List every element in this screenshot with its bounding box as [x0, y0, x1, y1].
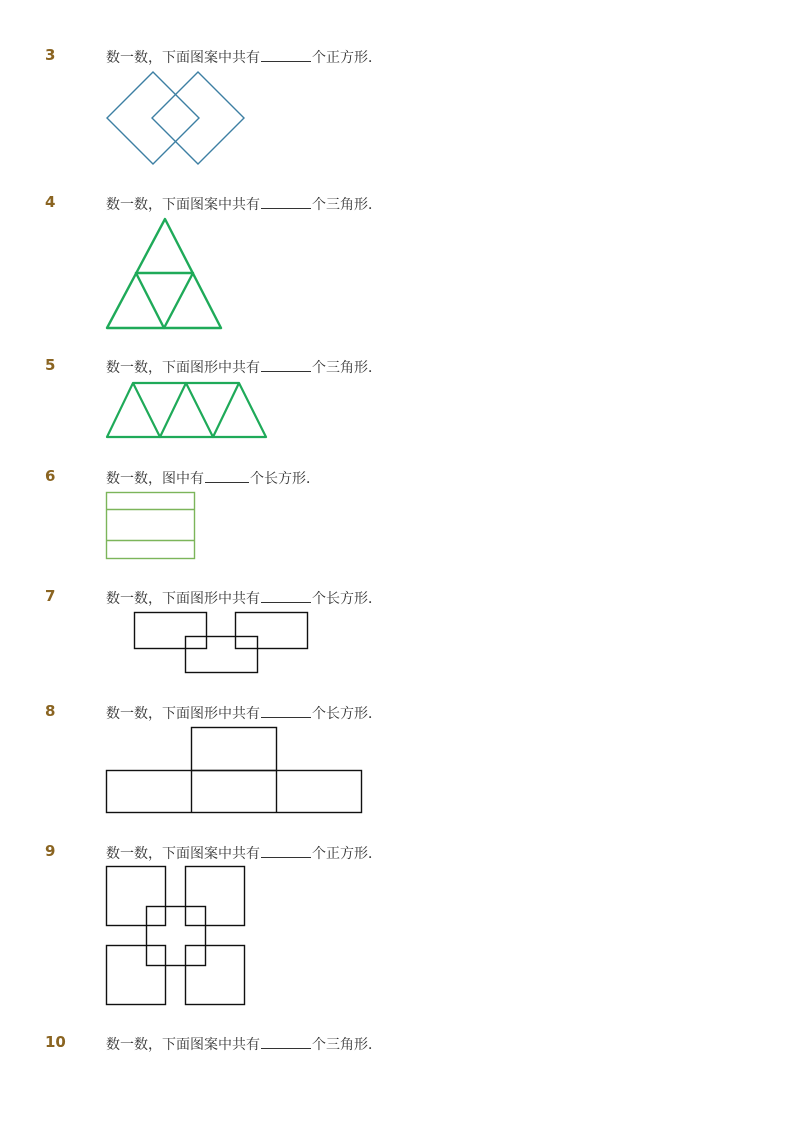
triangle-strip-figure — [100, 376, 275, 442]
question-number: 10 — [45, 1033, 66, 1051]
bottom-row-rectangle — [107, 771, 362, 813]
question-text-after: 个长方形． — [250, 471, 320, 487]
question-text — [106, 468, 320, 488]
question-text — [106, 588, 382, 608]
five-overlapping-squares-figure — [100, 860, 252, 1012]
question-number: 3 — [45, 46, 56, 64]
square-top-left — [107, 867, 166, 926]
square-bottom-left — [107, 946, 166, 1005]
answer-blank[interactable] — [261, 47, 311, 62]
question-text-before: 数一数，下面图形中共有 — [106, 360, 260, 376]
rectangle-bottom — [186, 637, 258, 673]
question-text — [106, 47, 382, 67]
t-shaped-rectangles-figure — [100, 721, 370, 819]
subdivided-triangle-figure — [100, 212, 230, 334]
overlapping-diamonds-figure — [100, 66, 260, 171]
answer-blank[interactable] — [261, 357, 311, 372]
answer-blank[interactable] — [205, 468, 249, 483]
inner-triangle — [136, 273, 193, 328]
question-text-before: 数一数，图中有 — [106, 471, 204, 487]
question-text — [106, 703, 382, 723]
question-number: 7 — [45, 587, 56, 605]
diamond-left — [107, 72, 199, 164]
top-rectangle — [192, 728, 277, 771]
rectangle-right — [236, 613, 308, 649]
answer-blank[interactable] — [261, 843, 311, 858]
strip-outline — [107, 383, 266, 437]
answer-blank[interactable] — [261, 588, 311, 603]
stacked-rectangles-figure — [100, 486, 200, 564]
question-text-before: 数一数，下面图形中共有 — [106, 706, 260, 722]
question-text-after: 个长方形． — [312, 706, 382, 722]
question-text-before: 数一数，下面图案中共有 — [106, 197, 260, 213]
strip-diagonals — [133, 383, 239, 437]
question-number: 5 — [45, 356, 56, 374]
question-number: 8 — [45, 702, 56, 720]
answer-blank[interactable] — [261, 194, 311, 209]
outer-rectangle — [107, 493, 195, 559]
three-overlapping-rectangles-figure — [128, 606, 313, 680]
question-text-before: 数一数，下面图形中共有 — [106, 591, 260, 607]
question-text-after: 个长方形． — [312, 591, 382, 607]
diamond-right — [152, 72, 244, 164]
question-text-before: 数一数，下面图案中共有 — [106, 50, 260, 66]
rectangle-left — [135, 613, 207, 649]
question-text-after: 个三角形． — [312, 197, 382, 213]
question-text — [106, 1034, 382, 1054]
question-text-before: 数一数，下面图案中共有 — [106, 846, 260, 862]
question-text — [106, 194, 382, 214]
square-top-right — [186, 867, 245, 926]
square-bottom-right — [186, 946, 245, 1005]
answer-blank[interactable] — [261, 703, 311, 718]
question-text-after: 个三角形． — [312, 360, 382, 376]
question-text-before: 数一数，下面图案中共有 — [106, 1037, 260, 1053]
question-text-after: 个正方形． — [312, 50, 382, 66]
answer-blank[interactable] — [261, 1034, 311, 1049]
question-number: 9 — [45, 842, 56, 860]
question-text-after: 个正方形． — [312, 846, 382, 862]
square-center — [147, 907, 206, 966]
question-number: 6 — [45, 467, 56, 485]
question-text — [106, 357, 382, 377]
question-text-after: 个三角形． — [312, 1037, 382, 1053]
question-number: 4 — [45, 193, 56, 211]
